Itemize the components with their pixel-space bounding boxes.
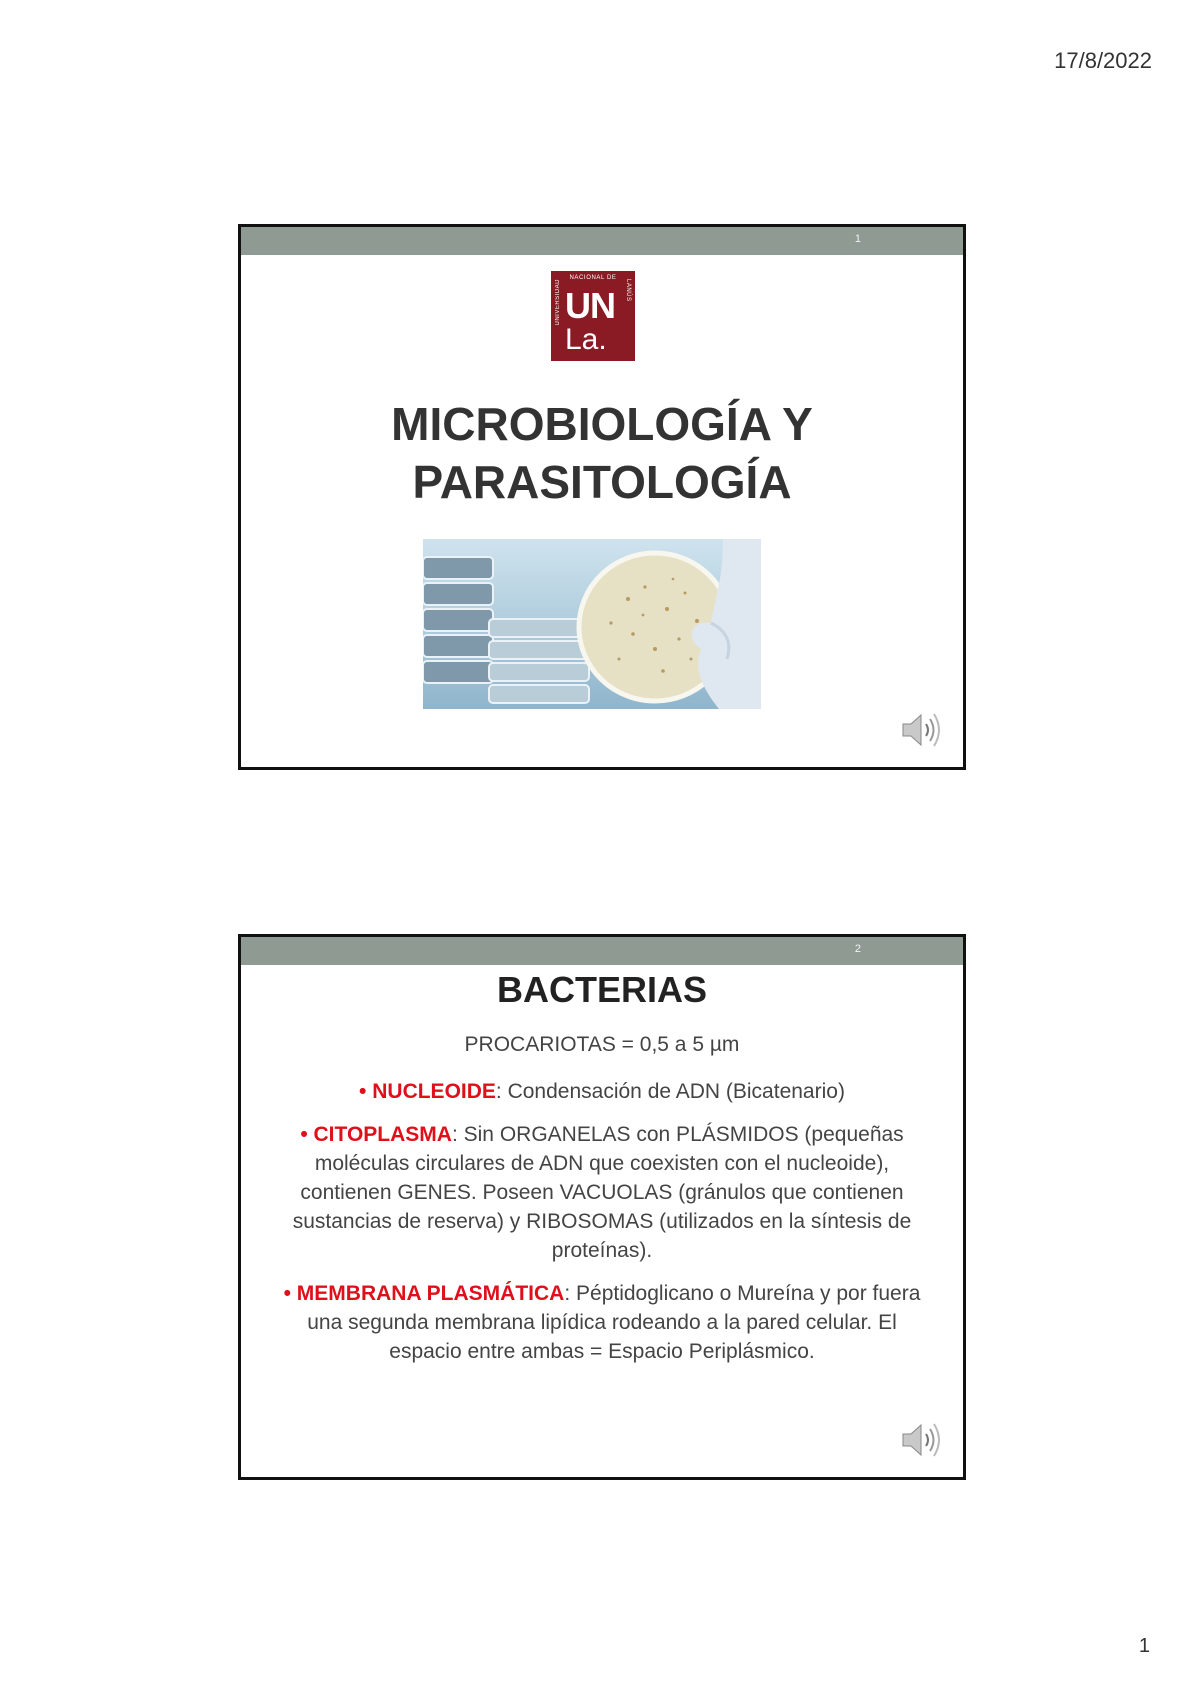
slide-number: 2 xyxy=(854,943,861,955)
slide-number: 1 xyxy=(854,233,861,245)
bullet-symbol: • xyxy=(283,1282,291,1305)
logo-left-text: UNIVERSIDAD xyxy=(555,279,561,326)
page-number: 1 xyxy=(1138,1635,1150,1657)
bullet-text: : Condensación de ADN (Bicatenario) xyxy=(495,1080,845,1103)
logo-main-bottom: La. xyxy=(565,323,607,356)
title-line-2: PARASITOLOGÍA xyxy=(412,456,792,508)
bullet-term: CITOPLASMA xyxy=(313,1123,452,1146)
slide-2-subtitle: PROCARIOTAS = 0,5 a 5 µm xyxy=(464,1033,740,1056)
petri-dish-illustration xyxy=(423,539,761,709)
bullet-term: NUCLEOIDE xyxy=(372,1080,496,1103)
bullet-symbol: • xyxy=(300,1123,308,1146)
slide-2 xyxy=(238,934,966,1480)
logo-top-text: NACIONAL DE xyxy=(569,275,617,281)
logo-right-text: LANÚS xyxy=(625,279,631,302)
university-logo xyxy=(551,271,635,361)
bullet-list xyxy=(271,1077,933,1380)
document-date: 17/8/2022 xyxy=(1054,48,1152,73)
slide-1-title xyxy=(241,395,963,511)
slide-1 xyxy=(238,224,966,770)
title-line-1: MICROBIOLOGÍA Y xyxy=(391,398,813,450)
petri-dish-photo xyxy=(423,539,761,709)
speaker-icon[interactable] xyxy=(899,1417,945,1463)
bullet-nucleoide xyxy=(271,1077,933,1106)
slide-header-bar xyxy=(241,937,963,965)
bullet-text: : Péptidoglicano o Mureína y por fuera una segunda membrana lipídica rodeando a la pared celular. El espacio entre ambas = Espacio Periplásmico. xyxy=(307,1282,921,1363)
speaker-icon-graphic xyxy=(899,707,945,753)
logo-main-top: UN xyxy=(565,285,615,326)
slide-2-title: BACTERIAS xyxy=(496,969,707,1010)
bullet-term: MEMBRANA PLASMÁTICA xyxy=(296,1282,565,1305)
bullet-membrana xyxy=(271,1279,933,1366)
bullet-citoplasma xyxy=(271,1120,933,1265)
speaker-icon-graphic xyxy=(899,1417,945,1463)
slide-header-bar xyxy=(241,227,963,255)
bullet-symbol: • xyxy=(359,1080,367,1103)
bullet-text: : Sin ORGANELAS con PLÁSMIDOS (pequeñas moléculas circulares de ADN que coexisten con el nucleoide), contienen GENES. Poseen VACUOLAS (gránulos que contienen sustancias de reserva) y RIBOSOMAS (utilizados en la síntesis de proteínas). xyxy=(292,1123,912,1262)
speaker-icon[interactable] xyxy=(899,707,945,753)
